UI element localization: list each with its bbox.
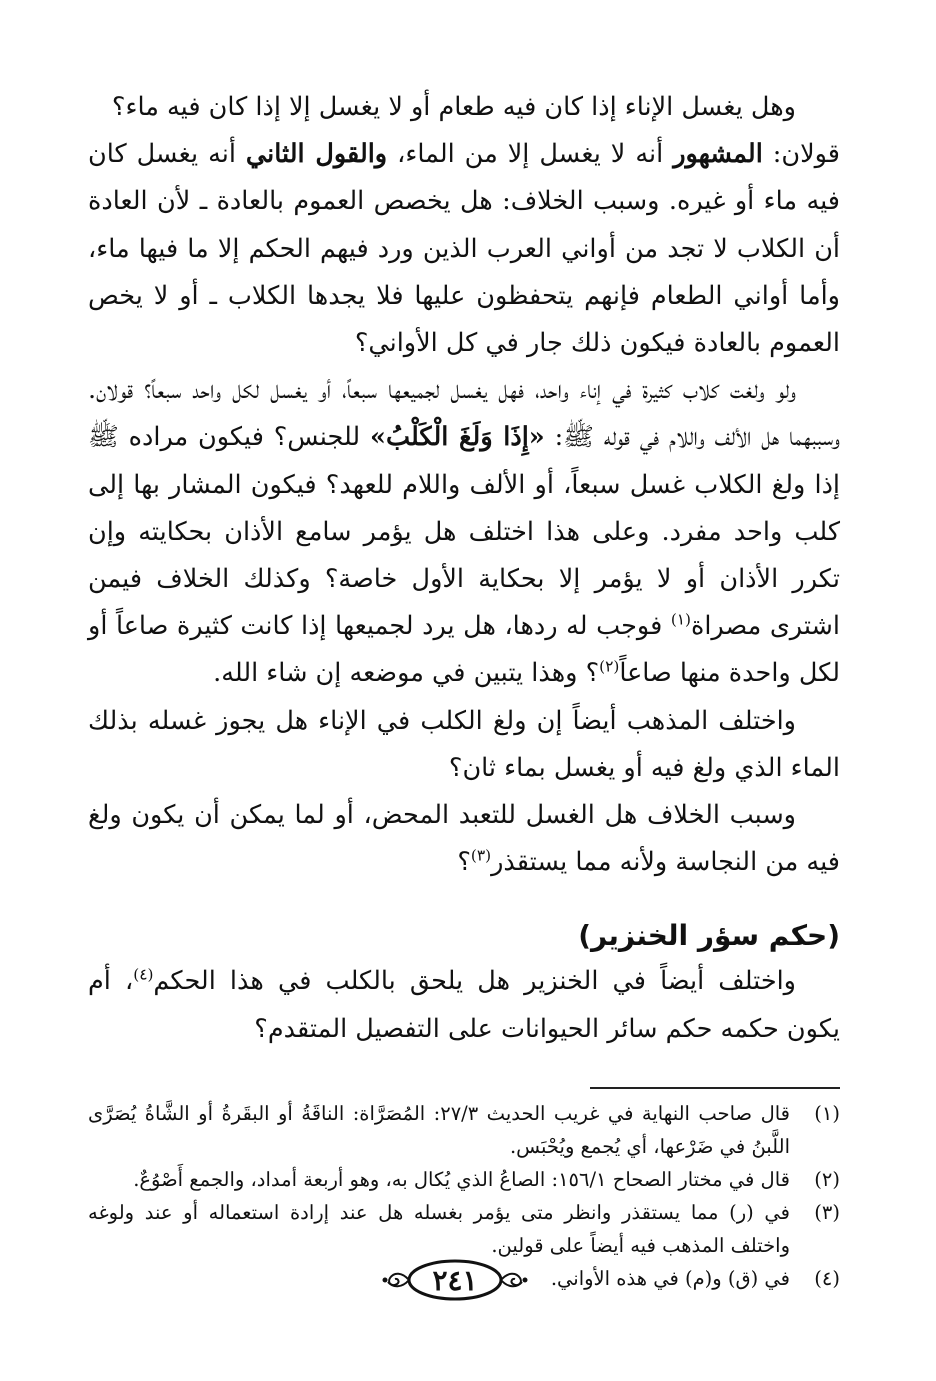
text-segment: ولغ فيه من النجاسة ولأنه مما يستقذر: [88, 800, 840, 878]
paragraph: وسبب الخلاف هل الغسل للتعبد المحض، أو لما يمكن أن يكون ولغ فيه من النجاسة ولأنه مما يستقذر$^{(٣)}$؟: [88, 800, 840, 878]
page-number: ٢٤١: [432, 1263, 478, 1297]
paragraph: واختلف أيضاً في الخنزير هل يلحق بالكلب في هذا الحكم$^{(٤)}$، أم يكون حكمه حكم سائر الحيوانات على التفصيل المتقدم؟: [88, 965, 840, 1044]
text-segment: ؟: [585, 658, 600, 689]
footnote-ref: (٤): [133, 965, 154, 984]
section-text: [88, 958, 840, 1052]
text-segment: أنه لا يغسل إلا من الماء،: [387, 139, 674, 170]
footnote-number: (٢): [814, 1167, 840, 1191]
text-segment: بحكاية الأول خاصة؟ وكذلك الخلاف فيمن اشترى مصراة: [88, 564, 840, 642]
text-segment: قولان:: [762, 139, 840, 170]
bold-term: والقول الثاني: [245, 139, 388, 170]
page-number-ornament: [380, 1255, 530, 1305]
footnote-text: قال صاحب النهاية في غريب الحديث ٢٧/٣: المُصَرَّاة: الناقَةُ أو البقَرةُ أو الشَّاةُ يُصَرَّى اللَّبنُ في ضَرْعها، أي يُجمع ويُحْبَس.: [88, 1101, 790, 1158]
paragraph: قولان: المشهور أنه لا يغسل إلا من الماء، والقول الثاني أنه يغسل كان فيه ماء أو غيره. وسبب الخلاف: هل يخصص العموم بالعادة ـ لأن العادة أن الكلاب لا تجد من أواني العرب الذين ورد فيهم الحكم إلا ما فيها ماء، وأما أواني الطعام فإنهم يتحفظون عليها فلا يجدها الكلاب ـ أو لا يخص العموم بالعادة فيكون ذلك جار في كل الأواني؟: [88, 139, 841, 359]
page: [88, 84, 840, 1295]
footnote: [88, 1196, 840, 1262]
text-segment: ردها، هل يرد لجميعها إذا كانت كثيرة صاعاً أو لكل واحدة منها صاعاً: [88, 611, 840, 689]
footnote-separator: [590, 1087, 840, 1089]
paragraph: وهل يغسل الإناء إذا كان فيه طعام أو لا يغسل إلا إذا كان فيه ماء؟: [111, 92, 796, 122]
footnote-number: (٣): [814, 1200, 840, 1224]
footnote-ref: (٢): [599, 657, 620, 676]
footnote-number: (١): [814, 1101, 840, 1125]
main-text: [88, 84, 840, 886]
footnote: [88, 1097, 840, 1163]
section-heading: (حكم سؤر الخنزير): [578, 919, 840, 953]
footnote: [88, 1163, 840, 1196]
text-segment: واختلف أيضاً في الخنزير هل يلحق بالكلب في هذا الحكم: [153, 966, 797, 997]
footnote-text: في (ر) مما يستقذر وانظر متى يؤمر بغسله هل عند إرادة استعماله أو عند ولوغه واختلف المذهب فيه أيضاً على قولين.: [88, 1200, 790, 1257]
footnote-number: (٤): [814, 1266, 840, 1290]
footnote-text: في (ق) و(م) في هذه الأواني.: [550, 1266, 790, 1290]
bold-term: المشهور: [673, 139, 763, 170]
text-segment: فوجب له: [566, 611, 671, 642]
footnote-text: قال في مختار الصحاح ١٥٦/١: الصاعُ الذي يُكال به، وهو أربعة أمداد، والجمع أَصْوُعٌ.: [133, 1167, 790, 1191]
bold-term: «إِذَا وَلَغَ الْكَلْبُ»: [370, 422, 545, 453]
text-segment: للجنس؟ فيكون مراده ﷺ إذا ولغ الكلاب غسل سبعاً، أو: [88, 422, 841, 500]
text-segment: أنه يغسل كان فيه: [88, 139, 840, 217]
text-segment: ،: [125, 966, 134, 997]
paragraph: ولو ولغت كلاب كثيرة في إناء واحد، فهل يغسل لجميعها سبعاً، أو يغسل لكل واحد سبعاً؟ قولان. وسببهما هل الألف واللام في قوله ﷺ: «إِذَا وَلَغَ الْكَلْبُ» للجنس؟ فيكون مراده ﷺ إذا ولغ الكلاب غسل سبعاً، أو الألف واللام للعهد؟ فيكون المشار بها إلى كلب واحد مفرد. وعلى هذا اختلف هل يؤمر سامع الأذان بحكايته وإن تكرر الأذان أو لا يؤمر إلا بحكاية الأول خاصة؟ وكذلك الخلاف فيمن اشترى مصراة$^{(١)}$ فوجب له ردها، هل يرد لجميعها إذا كانت كثيرة صاعاً أو لكل واحدة منها صاعاً$^{(٢)}$؟ وهذا يتبين في موضعه إن شاء الله.: [88, 375, 841, 689]
footnote-ref: (٣): [470, 846, 492, 865]
footnote-ref: (١): [670, 610, 691, 629]
text-segment: ؟: [457, 847, 471, 878]
paragraph: واختلف المذهب أيضاً إن ولغ الكلب في الإناء هل يجوز غسله بذلك الماء الذي ولغ فيه أو يغسل بماء ثان؟: [88, 705, 840, 783]
